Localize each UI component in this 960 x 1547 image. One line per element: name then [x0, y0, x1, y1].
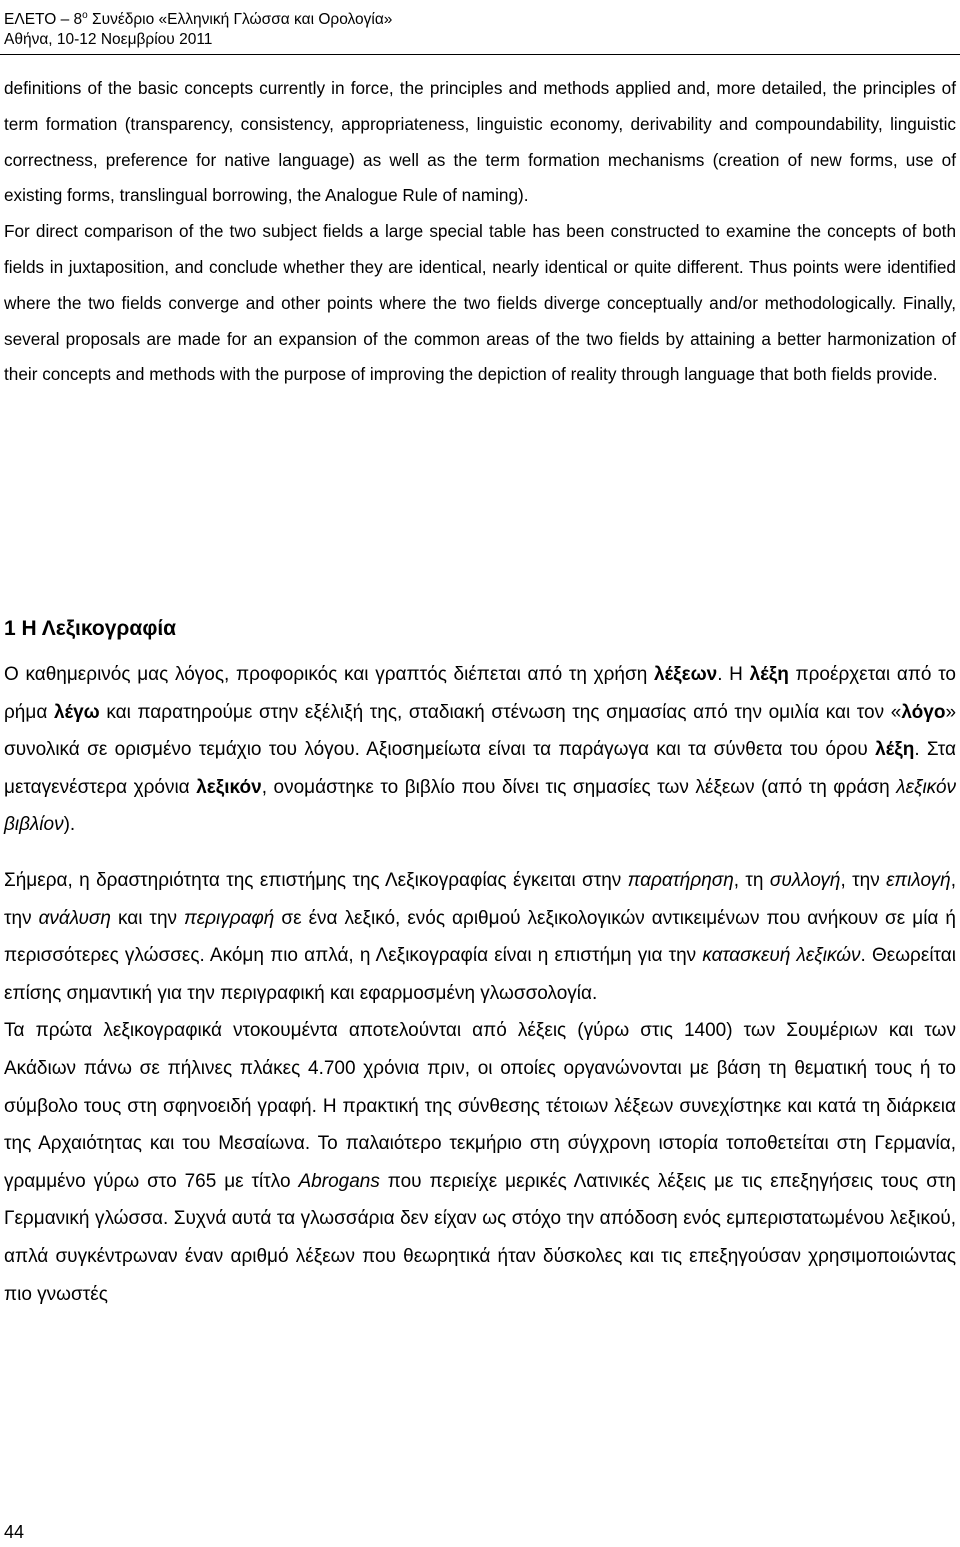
running-header	[4, 6, 392, 50]
italic-term: συλλογή	[769, 869, 841, 891]
italic-term: παρατήρηση	[627, 869, 734, 891]
page-number: 44	[4, 1522, 25, 1542]
bold-term: λέξη	[875, 739, 915, 761]
bold-term: λέγω	[53, 701, 100, 723]
bold-term: λέξεων	[653, 664, 718, 685]
bold-term: λεξικόν	[196, 776, 262, 798]
header-conference-line: ΕΛΕΤΟ – $8^o$ Συνέδριο «Ελληνική Γλώσσα και Ορολογία»	[4, 10, 393, 29]
italic-term: περιγραφή	[184, 907, 275, 929]
body-paragraph: Τα πρώτα λεξικογραφικά ντοκουμέντα αποτελούνται από λέξεις (γύρω στις 1400) των Σουμέριων και των Ακάδιων πάνω σε πήλινες πλάκες 4.700 χρόνια πριν, οι οποίες οργανώνονται με βάση τη θεματική τους ή το σύμβολο τους στη σφηνοειδή γραφή. Η πρακτική της σύνθεσης τέτοιων λέξεων συνεχίστηκε και κατά τη διάρκεια της Αρχαιότητας και του Μεσαίωνα. Το παλαιότερο τεκμήριο στη σύγχρονη ιστορία τοποθετείται στη Γερμανία, γραμμένο γύρω στο 765 με τίτλο Abrogans που περιείχε μερικές Λατινικές λέξεις με τις επεξηγήσεις τους στη Γερμανική γλώσσα. Συχνά αυτά τα γλωσσάρια δεν είχαν ως στόχο την απόδοση ενός εμπεριστατωμένου λεξικού, απλά συγκέντρωναν έναν αριθμό λέξεων που θεωρητικά ήταν δύσκολες και τις επεξηγούσαν χρησιμοποιώντας πιο γνωστές	[4, 1020, 956, 1305]
bold-term: λέξη	[749, 664, 789, 685]
bold-term: λόγο	[901, 701, 946, 723]
section-body	[4, 656, 956, 1313]
italic-term: επιλογή	[886, 869, 951, 891]
abstract-paragraph: definitions of the basic concepts currently in force, the principles and methods applied and, more detailed, the principles of term formation (transparency, consistency, appropriateness, linguistic economy, derivability and compoundability, linguistic correctness, preference for native language) as well as the term formation mechanisms (creation of new forms, use of existing forms, translingual borrowing, the Analogue Rule of naming).	[4, 78, 956, 206]
ordinal-superscript: ο	[82, 10, 88, 21]
header-date-line: Αθήνα, 10-12 Νοεμβρίου 2011	[4, 31, 213, 49]
header-rule	[0, 54, 960, 55]
italic-term: ανάλυση	[38, 907, 111, 929]
body-paragraph: Σήμερα, η δραστηριότητα της επιστήμης της Λεξικογραφίας έγκειται στην παρατήρηση, τη συλλογή, την επιλογή, την ανάλυση και την περιγραφή σε ένα λεξικό, ενός αριθμού λεξικολογικών αντικειμένων που ανήκουν σε μία ή περισσότερες γλώσσες. Ακόμη πιο απλά, η Λεξικογραφία είναι η επιστήμη για την κατασκευή λεξικών. Θεωρείται επίσης σημαντική για την περιγραφική και εφαρμοσμένη γλωσσολογία.	[4, 869, 956, 1004]
body-paragraph: Ο καθημερινός μας λόγος, προφορικός και γραπτός διέπεται από τη χρήση λέξεων. Η λέξη προέρχεται από το ρήμα λέγω και παρατηρούμε στην εξέλιξή της, σταδιακή στένωση της σημασίας από την ομιλία και τον «λόγο» συνολικά σε ορισμένο τεμάχιο του λόγου. Αξιοσημείωτα είναι τα παράγωγα και τα σύνθετα του όρου λέξη. Στα μεταγενέστερα χρόνια λεξικόν, ονομάστηκε το βιβλίο που δίνει τις σημασίες των λέξεων (από τη φράση λεξικόν βιβλίον).	[4, 664, 957, 836]
english-abstract	[4, 71, 956, 393]
abstract-paragraph: For direct comparison of the two subject fields a large special table has been constructed to examine the concepts of both fields in juxtaposition, and conclude whether they are identical, nearly identical or quite different. Thus points were identified where the two fields converge and other points where the two fields diverge conceptually and/or methodologically. Finally, several proposals are made for an expansion of the common areas of the two fields by attaining a better harmonization of their concepts and methods with the purpose of improving the depiction of reality through language that both fields provide.	[4, 221, 956, 385]
section-heading: 1 Η Λεξικογραφία	[4, 617, 177, 640]
italic-term: κατασκευή λεξικών	[702, 945, 861, 967]
italic-term: λεξικόν βιβλίον	[4, 776, 957, 836]
italic-term: Abrogans	[298, 1170, 380, 1192]
